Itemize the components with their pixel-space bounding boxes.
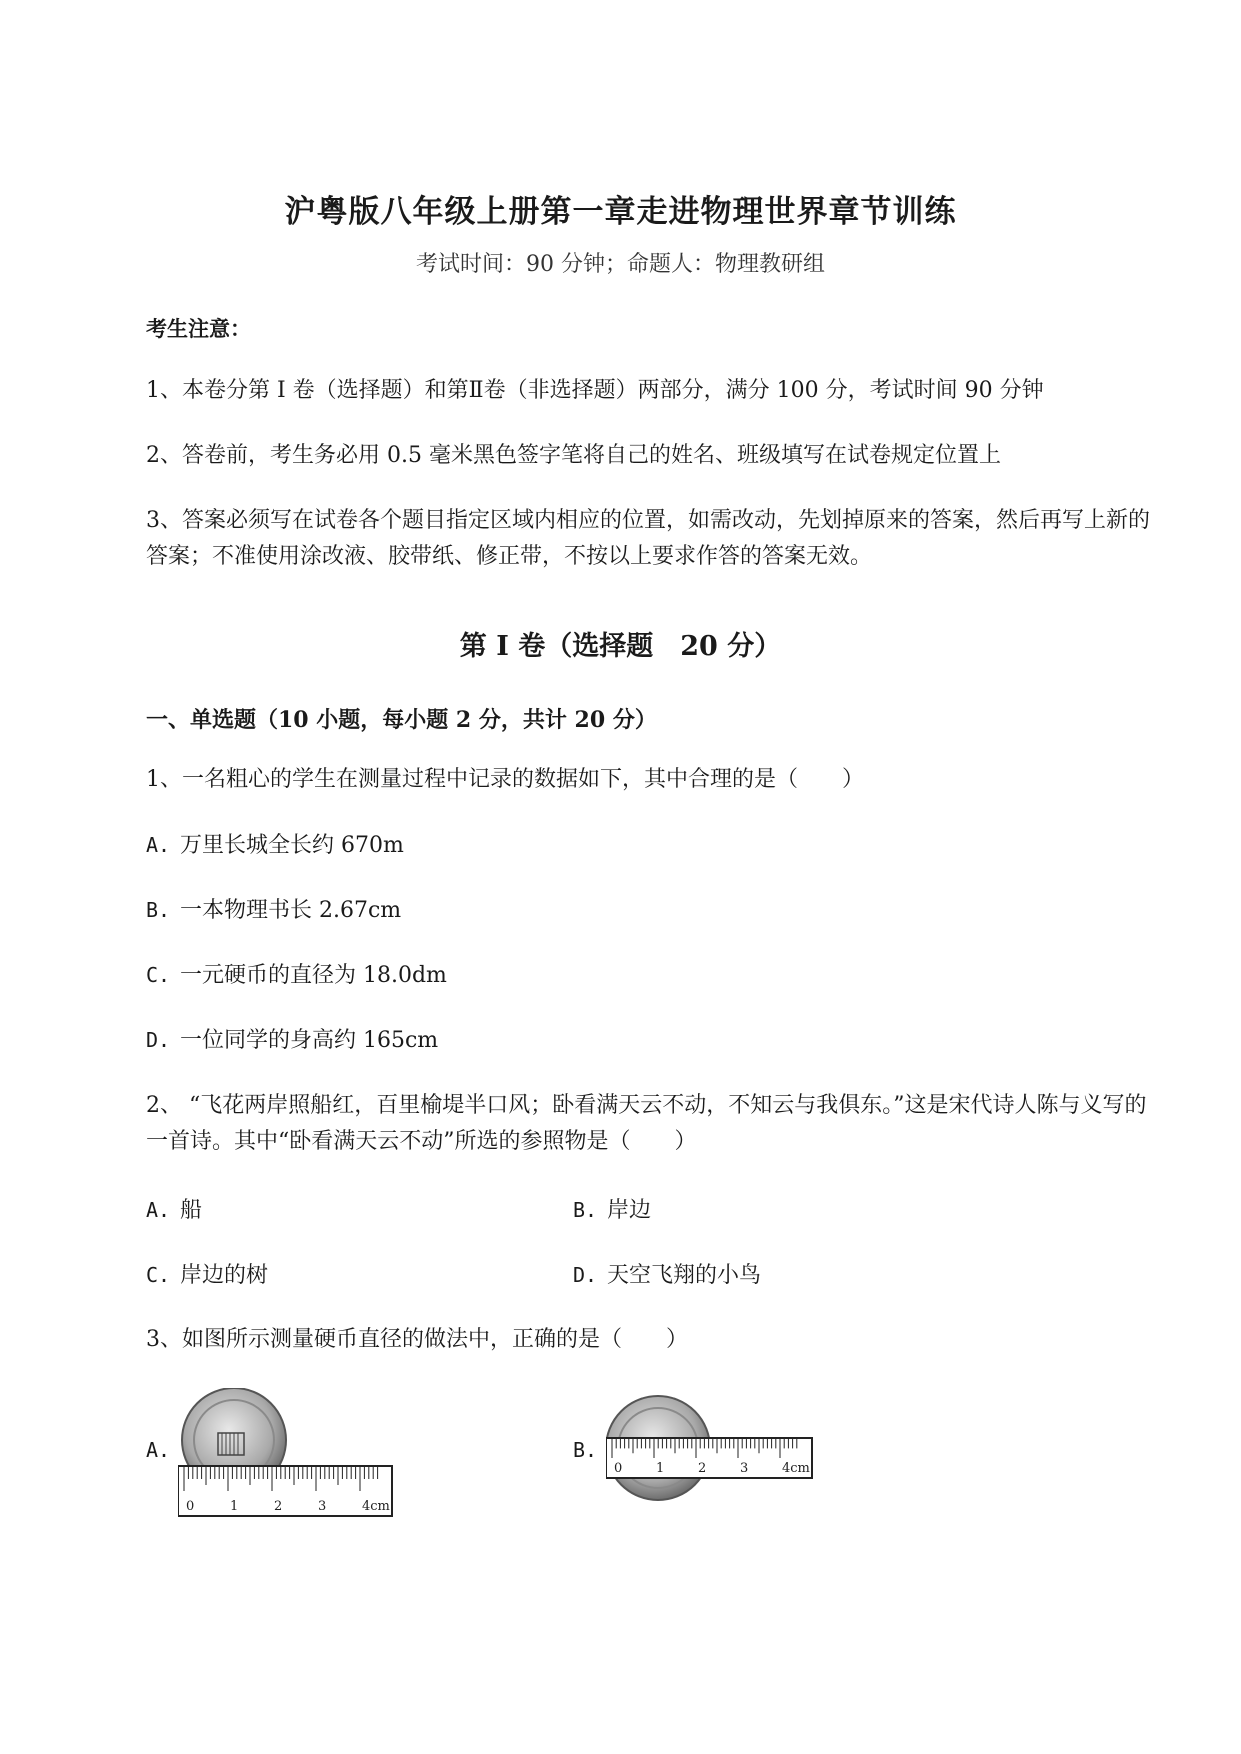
option-d [146,1022,438,1059]
option-label: C. [146,1263,171,1287]
option-a [146,1192,202,1229]
option-text: 天空飞翔的小鸟 [607,1263,762,1288]
ruler [178,1466,392,1516]
option-label: A. [146,1198,171,1222]
option-text: 一位同学的身高约 165cm [180,1028,439,1053]
option-label: C. [146,963,171,987]
ruler-tick-label: 1 [656,1461,665,1476]
ruler-tick-label: 0 [186,1499,195,1514]
section-title: 第 I 卷（选择题 20 分） [459,631,782,662]
notice-item: 1、本卷分第 I 卷（选择题）和第Ⅱ卷（非选择题）两部分，满分 100 分，考试时间 90 分钟 [146,378,1044,403]
option-text: 岸边的树 [180,1263,269,1288]
option-text: 一本物理书长 2.67cm [180,898,402,923]
notice-item: 2、答卷前，考生务必用 0.5 毫米黑色签字笔将自己的姓名、班级填写在试卷规定位置上 [146,443,1001,468]
ruler-tick-label: 2 [274,1499,283,1514]
ruler [606,1438,812,1478]
option-c [146,957,447,994]
question-stem: 1、一名粗心的学生在测量过程中记录的数据如下，其中合理的是（ ） [146,767,864,792]
coin-ruler-figure-b [606,1390,816,1506]
coin-ruler-figure-a [178,1388,398,1518]
ruler-tick-label: 3 [318,1499,327,1514]
ruler-tick-label: 0 [614,1461,623,1476]
option-label: B. [146,898,171,922]
ruler-tick-label: 4cm [782,1461,810,1476]
option-label: D. [146,1028,171,1052]
option-label: B. [573,1198,598,1222]
ruler-tick-label: 1 [230,1499,239,1514]
page-title: 沪粤版八年级上册第一章走进物理世界章节训练 [284,194,957,230]
option-a [146,827,404,864]
option-c [146,1257,268,1294]
option-label: A. [146,833,171,857]
figure-b-label: B. [573,1438,598,1462]
option-text: 船 [180,1198,203,1223]
option-text: 一元硬币的直径为 18.0dm [180,963,447,988]
option-d [573,1257,761,1294]
option-b [573,1192,651,1229]
ruler-tick-label: 2 [698,1461,707,1476]
ruler-tick-label: 4cm [362,1499,390,1514]
option-text: 万里长城全长约 670m [180,833,404,858]
option-b [146,892,401,929]
notice-heading: 考生注意： [146,316,251,341]
figure-a-label: A. [146,1438,171,1462]
question-group-heading: 一、单选题（10 小题，每小题 2 分，共计 20 分） [146,707,657,733]
exam-info: 考试时间：90 分钟；命题人：物理教研组 [416,252,825,277]
option-text: 岸边 [607,1198,652,1223]
notice-item: 3、答案必须写在试卷各个题目指定区域内相应的位置，如需改动，先划掉原来的答案，然后再写上新的答案；不准使用涂改液、胶带纸、修正带，不按以上要求作答的答案无效。 [146,508,1151,569]
option-label: D. [573,1263,598,1287]
question-stem: 3、如图所示测量硬币直径的做法中，正确的是（ ） [146,1327,688,1352]
ruler-tick-label: 3 [740,1461,749,1476]
question-stem: 2、 “飞花两岸照船红，百里榆堤半口风；卧看满天云不动，不知云与我俱东。”这是宋代诗人陈与义写的一首诗。其中“卧看满天云不动”所选的参照物是（ ） [146,1093,1147,1154]
